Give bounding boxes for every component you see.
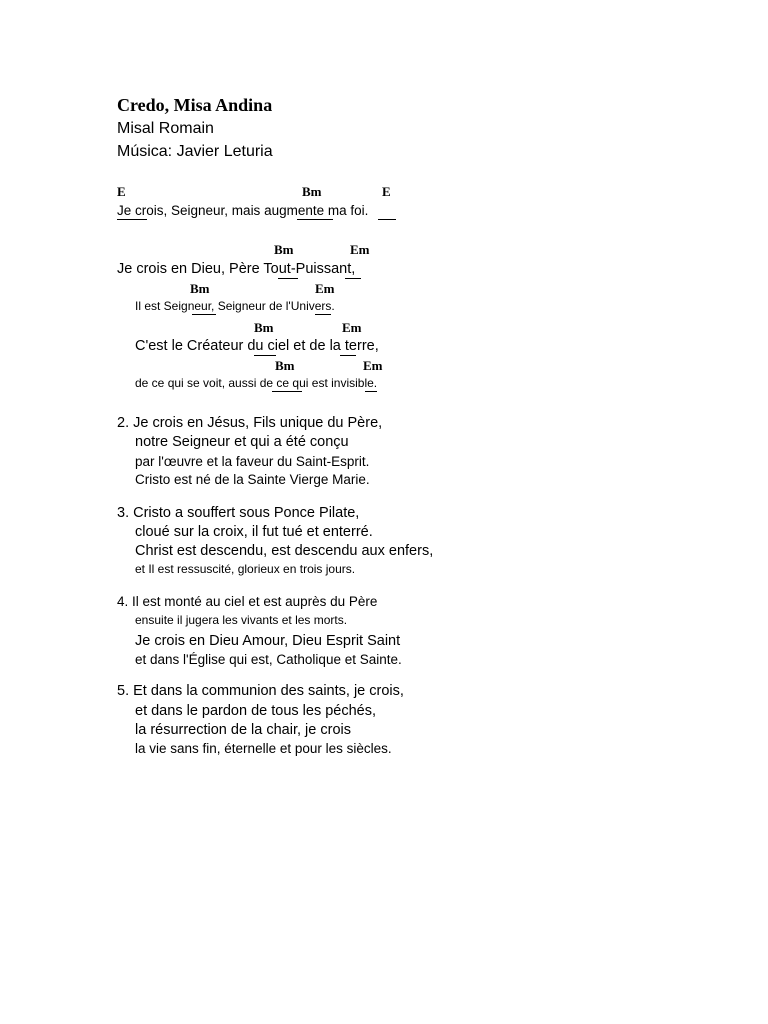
chord-underline <box>254 355 276 356</box>
verse-line: Il est Seigneur, Seigneur de l'Univers. <box>135 299 335 313</box>
verse-line: et dans le pardon de tous les péchés, <box>135 703 377 719</box>
verse-line: la vie sans fin, éternelle et pour les siècles. <box>135 741 392 756</box>
verse-line: et Il est ressuscité, glorieux en trois jours. <box>135 562 356 576</box>
verse-line: Je crois en Dieu, Père Tout-Puissant, <box>117 261 356 277</box>
chord-underline <box>192 314 216 315</box>
chord-label: Em <box>342 320 362 335</box>
refrain-line: Je crois, Seigneur, mais augmente ma foi. <box>117 203 369 218</box>
chord-label: Em <box>350 242 370 257</box>
verse-line: C'est le Créateur du ciel et de la terre, <box>135 338 379 354</box>
verse-line: et dans l'Église qui est, Catholique et Sainte. <box>135 652 402 667</box>
chord-label: Bm <box>274 242 294 257</box>
chord-label: Bm <box>254 320 274 335</box>
verse-line: 3. Cristo a souffert sous Ponce Pilate, <box>117 505 360 521</box>
chord-underline <box>272 391 302 392</box>
chord-label: Bm <box>302 184 322 199</box>
chord-label: E <box>117 184 126 199</box>
verse-line: 4. Il est monté au ciel et est auprès du Père <box>117 594 378 609</box>
verse-line: cloué sur la croix, il fut tué et enterré. <box>135 524 373 540</box>
chord-underline <box>315 314 331 315</box>
chord-label: Em <box>315 281 335 296</box>
chord-label: Em <box>363 358 383 373</box>
verse-line: de ce qui se voit, aussi de ce qui est invisible. <box>135 376 378 390</box>
chord-underline <box>345 278 361 279</box>
verse-line: notre Seigneur et qui a été conçu <box>135 434 349 450</box>
verse-line: par l'œuvre et la faveur du Saint-Esprit. <box>135 454 370 469</box>
verse-line: Cristo est né de la Sainte Vierge Marie. <box>135 472 370 487</box>
chord-underline <box>340 355 356 356</box>
music-credit: Música: Javier Leturia <box>117 143 273 160</box>
chord-label: Bm <box>275 358 295 373</box>
chord-underline <box>378 219 396 220</box>
verse-line: 2. Je crois en Jésus, Fils unique du Père, <box>117 415 383 431</box>
chord-underline <box>117 219 147 220</box>
chord-underline <box>278 278 298 279</box>
verse-line: 5. Et dans la communion des saints, je crois, <box>117 683 404 699</box>
chord-underline <box>297 219 333 220</box>
song-title: Credo, Misa Andina <box>117 95 273 115</box>
verse-line: ensuite il jugera les vivants et les morts. <box>135 613 348 627</box>
verse-line: la résurrection de la chair, je crois <box>135 722 351 738</box>
song-subtitle: Misal Romain <box>117 120 214 137</box>
chord-label: E <box>382 184 391 199</box>
verse-line: Je crois en Dieu Amour, Dieu Esprit Saint <box>135 633 401 649</box>
chord-underline <box>365 391 377 392</box>
verse-line: Christ est descendu, est descendu aux enfers, <box>135 543 434 559</box>
chord-label: Bm <box>190 281 210 296</box>
